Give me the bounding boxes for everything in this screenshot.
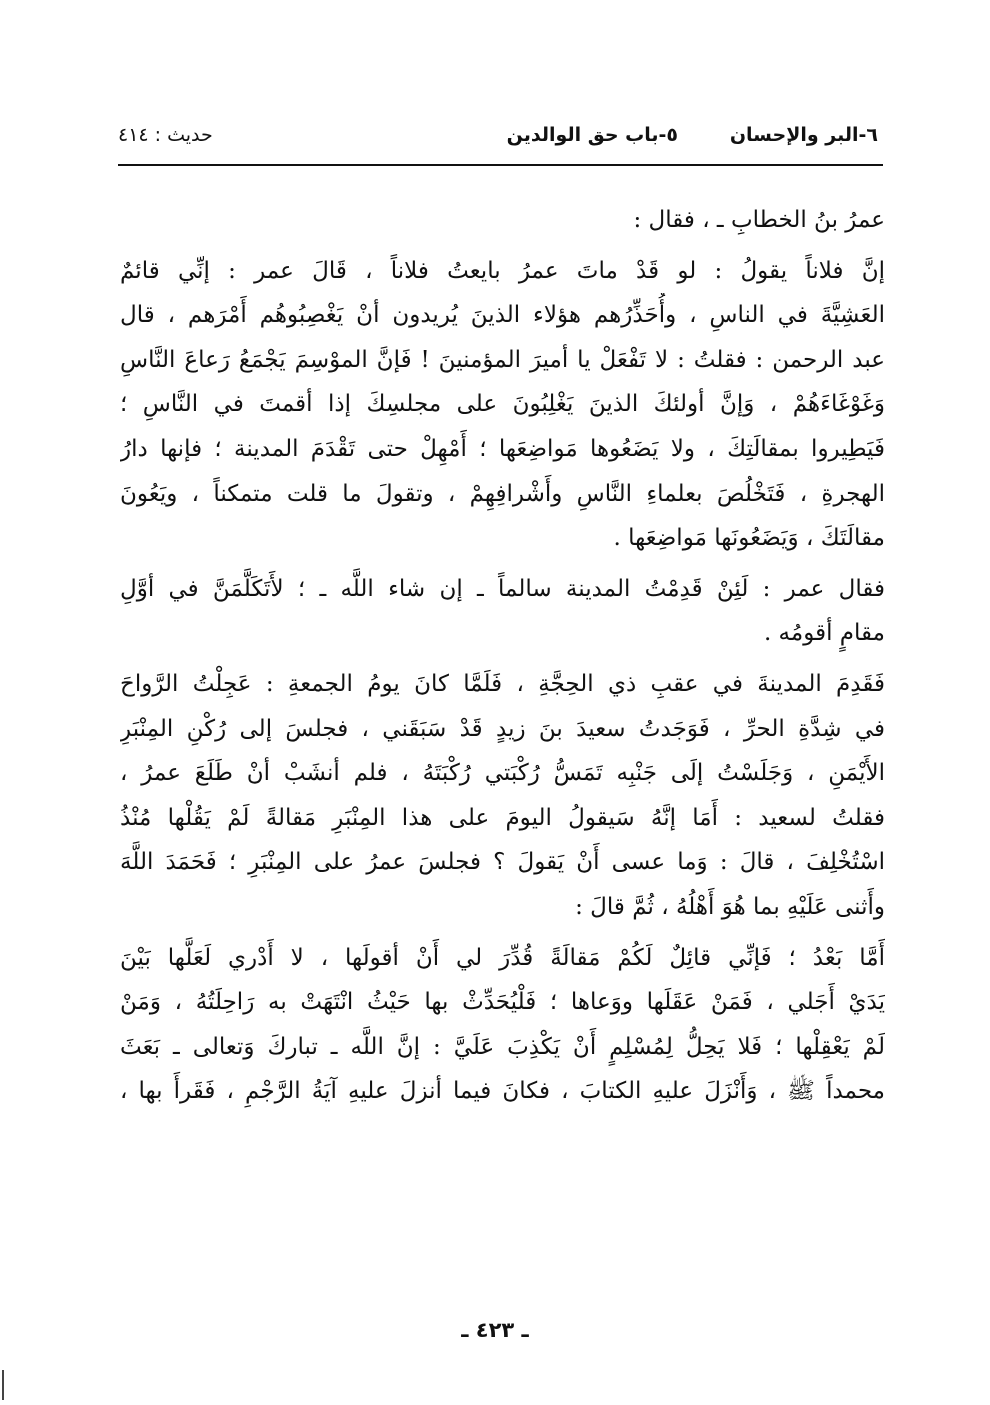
text-line: في شِدَّةِ الحرِّ ، فَوَجَدتُ سعيدَ بنَ زيدٍ قَدْ سَبَقَني ، فجلسَ إلى رُكْنِ المِنْبَرِ [120,715,885,742]
header-divider [118,164,883,166]
text-line: وَغَوْغَاءَهُمْ ، وَإنَّ أولئكَ الذينَ يَغْلِبُونَ على مجلسِكَ إذا أقمتَ في النَّاسِ ؛ [120,391,885,418]
text-line: الهجرةِ ، فَتَخْلُصَ بعلماءِ النَّاسِ وأَشْرافِهِمْ ، وتقولَ ما قلت متمكناً ، ويَعُونَ [120,480,885,507]
text-line: لَمْ يَعْقِلْها ؛ فَلا يَحِلُّ لِمُسْلِمٍ أَنْ يَكْذِبَ عَلَيَّ : إنَّ اللَّه ـ تباركَ وَتعالى ـ بَعَثَ [120,1033,885,1060]
header-part-title: ٦-البر والإحسان [729,124,878,146]
text-line: عبد الرحمن : فقلتُ : لا تَفْعَلْ يا أميرَ المؤمنينَ ! فَإنَّ الموْسِمَ يَجْمَعُ رَعاعَ النَّاسِ [120,346,885,373]
header-chapter-title: ٥-باب حق الوالدين [506,124,678,146]
text-line: مقامٍ أقومُه . [763,620,885,647]
running-header [118,118,878,152]
text-line: فَقَدِمَ المدينةَ في عقبِ ذي الحِجَّةِ ، فَلَمَّا كانَ يومُ الجمعةِ : عَجِلْتُ الرَّواحَ [120,670,885,697]
text-line: اسْتُخْلِفَ ، قالَ : وَما عسى أَنْ يَقولَ ؟ فجلسَ عمرُ على المِنْبَرِ ؛ فَحَمَدَ اللَّهَ [120,849,885,876]
text-line: فَيَطِيروا بمقالَتِكَ ، ولا يَضَعُوها مَواضِعَها ؛ أَمْهِلْ حتى تَقْدَمَ المدينة ؛ فإنها دارُ [120,435,885,462]
text-line: أَمَّا بَعْدُ ؛ فَإنِّي قائِلٌ لَكُمْ مَقالَةً قُدِّرَ لي أَنْ أقولَها ، لا أَدْري لَعَلَّها بَيْنَ [120,944,885,971]
header-hadith-number: حديث : ٤١٤ [118,124,213,146]
text-line: عمرُ بنُ الخطابِ ـ ، فقال : [633,207,885,233]
text-line: يَدَيْ أَجَلي ، فَمَنْ عَقَلَها ووَعاها ؛ فَلْيُحَدِّثْ بها حَيْثُ انْتَهَتْ به رَاحِلَتُهُ ، وَمَنْ [120,989,885,1016]
text-line: إنَّ فلاناً يقولُ : لو قَدْ ماتَ عمرُ بايعتُ فلاناً ، قَالَ عمر : إنِّي قائمٌ [120,257,885,284]
page-number: ـ ٤٢٣ ـ [461,1318,529,1342]
text-line: فقلتُ لسعيد : أَمَا إنَّهُ سَيقولُ اليومَ على هذا المِنْبَرِ مَقالةً لَمْ يَقُلْها مُنْذُ [120,804,885,831]
scan-edge-mark [2,1370,4,1400]
text-line: فقال عمر : لَئِنْ قَدِمْتُ المدينة سالماً ـ إن شاء اللَّه ـ ؛ لأَتَكَلَّمَنَّ في أوَّلِ [120,575,885,602]
text-line: محمداً ﷺ ، وَأَنْزَلَ عليهِ الكتابَ ، فكانَ فيما أنزلَ عليهِ آيَةُ الرَّجْمِ ، فَقَرأَ بها ، [120,1078,885,1105]
body-text [120,198,885,1114]
text-line: الأَيْمَنِ ، وَجَلَسْتُ إلَى جَنْبِه تَمَسُّ رُكْبَتي رُكْبَتَهُ ، فلم أنشَبْ أنْ طَلَعَ عمرُ ، [120,760,885,787]
text-line: مقالَتَكَ ، وَيَضَعُونَها مَواضِعَها . [613,525,885,552]
text-line: وأَثنى عَلَيْهِ بما هُوَ أَهْلُهُ ، ثُمَّ قالَ : [575,893,885,920]
text-line: العَشِيَّةَ في الناسِ ، وأُحَذِّرُهم هؤلاء الذينَ يُريدون أنْ يَغْصِبُوهُم أَمْرَهم ، قال [120,302,885,329]
